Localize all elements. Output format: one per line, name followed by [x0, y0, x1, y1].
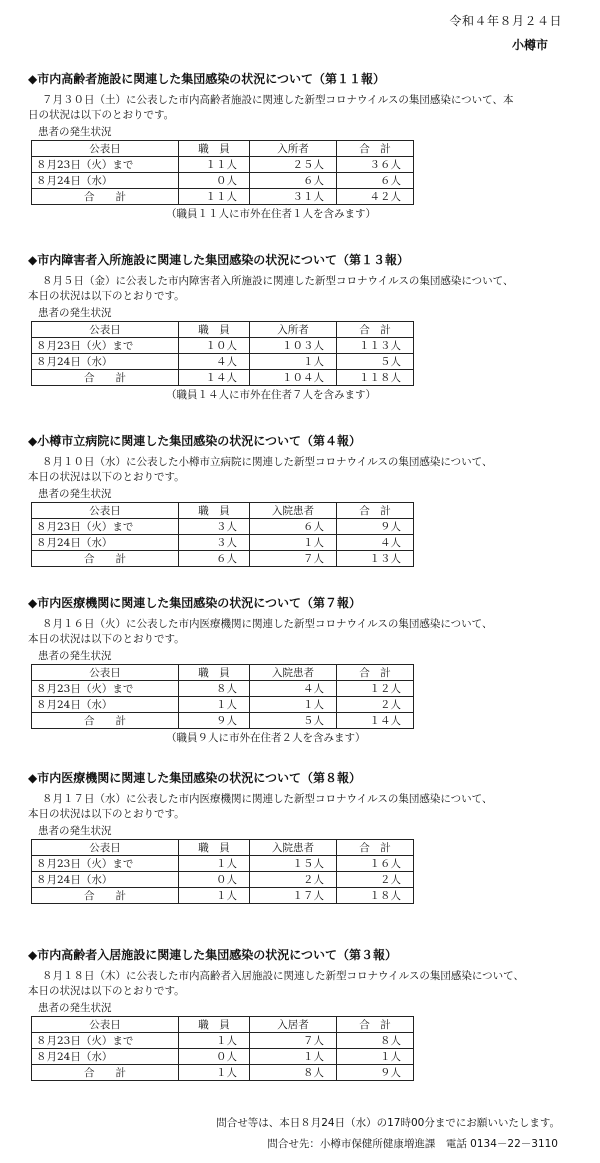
report-section — [28, 70, 588, 221]
table-header: 公表日 — [32, 322, 179, 338]
table-header: 公表日 — [32, 840, 179, 856]
section-title: ◆市内医療機関に関連した集団感染の状況について（第７報） — [28, 596, 361, 610]
table-cell: ４人 — [179, 354, 250, 370]
table-header-row — [32, 665, 414, 681]
table-cell: １人 — [179, 856, 250, 872]
table-cell: １０４人 — [250, 370, 337, 386]
table-header: 公表日 — [32, 1017, 179, 1033]
table-cell: ８月24日（水） — [32, 697, 179, 713]
section-subtitle: 患者の発生状況 — [38, 650, 112, 662]
table-cell: ７人 — [250, 551, 337, 567]
table-cell: １人 — [250, 1049, 337, 1065]
table-cell: ０人 — [179, 872, 250, 888]
table-total-row — [32, 551, 414, 567]
table-note: （職員１１人に市外在住者１人を含みます） — [166, 208, 376, 220]
table-row — [32, 519, 414, 535]
section-text: ８月１０日（水）に公表した小樽市立病院に関連した新型コロナウイルスの集団感染について、 本日の状況は以下のとおりです。 — [28, 456, 493, 483]
table-row — [32, 697, 414, 713]
section-text: ８月１７日（水）に公表した市内医療機関に関連した新型コロナウイルスの集団感染について、 本日の状況は以下のとおりです。 — [28, 793, 493, 820]
table-header: 公表日 — [32, 141, 179, 157]
section-subtitle: 患者の発生状況 — [38, 488, 112, 500]
table-cell: 合 計 — [32, 1065, 179, 1081]
table-cell: １３人 — [337, 551, 414, 567]
document-date: 令和４年８月２４日 — [449, 14, 562, 28]
table-header: 合 計 — [337, 840, 414, 856]
table-cell: ８人 — [337, 1033, 414, 1049]
table-cell: ２人 — [250, 872, 337, 888]
table-cell: ８月24日（水） — [32, 173, 179, 189]
table-row — [32, 338, 414, 354]
cases-table — [31, 140, 414, 205]
table-cell: ２５人 — [250, 157, 337, 173]
section-title: ◆市内医療機関に関連した集団感染の状況について（第８報） — [28, 771, 361, 785]
section-subtitle: 患者の発生状況 — [38, 825, 112, 837]
table-total-row — [32, 888, 414, 904]
table-cell: １人 — [250, 697, 337, 713]
table-header: 合 計 — [337, 322, 414, 338]
table-cell: ８月23日（火）まで — [32, 1033, 179, 1049]
table-cell: ７人 — [250, 1033, 337, 1049]
table-cell: ８月23日（火）まで — [32, 856, 179, 872]
table-cell: １２人 — [337, 681, 414, 697]
table-row — [32, 1049, 414, 1065]
table-cell: 合 計 — [32, 189, 179, 205]
table-cell: ９人 — [179, 713, 250, 729]
table-header: 合 計 — [337, 665, 414, 681]
table-cell: ５人 — [337, 354, 414, 370]
table-header: 公表日 — [32, 665, 179, 681]
table-cell: ４２人 — [337, 189, 414, 205]
cases-table — [31, 839, 414, 904]
table-header-row — [32, 503, 414, 519]
table-cell: １７人 — [250, 888, 337, 904]
section-title: ◆市内障害者入所施設に関連した集団感染の状況について（第１３報） — [28, 253, 409, 267]
table-cell: ２人 — [337, 697, 414, 713]
table-note: （職員１４人に市外在住者７人を含みます） — [166, 389, 376, 401]
table-total-row — [32, 370, 414, 386]
section-subtitle: 患者の発生状況 — [38, 1002, 112, 1014]
table-cell: １人 — [250, 354, 337, 370]
table-cell: １０人 — [179, 338, 250, 354]
table-cell: １人 — [250, 535, 337, 551]
table-cell: ３人 — [179, 519, 250, 535]
cases-table — [31, 502, 414, 567]
table-cell: ０人 — [179, 1049, 250, 1065]
table-cell: ３１人 — [250, 189, 337, 205]
report-section — [28, 946, 588, 1081]
table-note: （職員９人に市外在住者２人を含みます） — [166, 732, 366, 744]
section-text: ８月１６日（火）に公表した市内医療機関に関連した新型コロナウイルスの集団感染について、 本日の状況は以下のとおりです。 — [28, 618, 493, 645]
table-cell: １０３人 — [250, 338, 337, 354]
table-header-row — [32, 1017, 414, 1033]
table-cell: １人 — [337, 1049, 414, 1065]
cases-table — [31, 1016, 414, 1081]
section-text: ８月１８日（木）に公表した市内高齢者入居施設に関連した新型コロナウイルスの集団感染について、 本日の状況は以下のとおりです。 — [28, 970, 524, 997]
table-cell: ８月23日（火）まで — [32, 681, 179, 697]
table-header-row — [32, 141, 414, 157]
table-header-row — [32, 840, 414, 856]
section-title: ◆市内高齢者施設に関連した集団感染の状況について（第１１報） — [28, 72, 385, 86]
table-cell: ８月24日（水） — [32, 1049, 179, 1065]
table-cell: 合 計 — [32, 713, 179, 729]
table-cell: ６人 — [250, 519, 337, 535]
table-cell: ６人 — [337, 173, 414, 189]
table-cell: １１人 — [179, 157, 250, 173]
table-row — [32, 173, 414, 189]
table-header: 合 計 — [337, 503, 414, 519]
table-cell: 合 計 — [32, 888, 179, 904]
section-title: ◆市内高齢者入居施設に関連した集団感染の状況について（第３報） — [28, 948, 397, 962]
table-cell: １４人 — [337, 713, 414, 729]
table-header: 職 員 — [179, 840, 250, 856]
table-total-row — [32, 1065, 414, 1081]
table-cell: ９人 — [337, 519, 414, 535]
cases-table — [31, 664, 414, 729]
table-total-row — [32, 713, 414, 729]
report-section — [28, 769, 588, 904]
table-cell: ８月24日（水） — [32, 354, 179, 370]
table-cell: ４人 — [250, 681, 337, 697]
inquiry-deadline: 問合せ等は、本日８月24日（水）の17時00分までにお願いいたします。 — [216, 1117, 560, 1129]
table-row — [32, 856, 414, 872]
table-cell: ０人 — [179, 173, 250, 189]
report-section — [28, 594, 588, 745]
table-cell: ３人 — [179, 535, 250, 551]
table-cell: １人 — [179, 888, 250, 904]
table-header: 入居者 — [250, 1017, 337, 1033]
table-cell: ５人 — [250, 713, 337, 729]
report-section — [28, 432, 588, 567]
table-cell: ３６人 — [337, 157, 414, 173]
table-cell: ８月23日（火）まで — [32, 338, 179, 354]
table-row — [32, 354, 414, 370]
table-cell: 合 計 — [32, 551, 179, 567]
table-header: 公表日 — [32, 503, 179, 519]
table-header: 職 員 — [179, 503, 250, 519]
table-cell: ８人 — [250, 1065, 337, 1081]
table-cell: ４人 — [337, 535, 414, 551]
table-cell: ８月24日（水） — [32, 872, 179, 888]
table-cell: １人 — [179, 1065, 250, 1081]
table-header: 入所者 — [250, 141, 337, 157]
table-cell: １１３人 — [337, 338, 414, 354]
table-cell: ８月24日（水） — [32, 535, 179, 551]
section-subtitle: 患者の発生状況 — [38, 126, 112, 138]
section-title: ◆小樽市立病院に関連した集団感染の状況について（第４報） — [28, 434, 361, 448]
table-header: 職 員 — [179, 1017, 250, 1033]
table-cell: ８月23日（火）まで — [32, 519, 179, 535]
table-header-row — [32, 322, 414, 338]
cases-table — [31, 321, 414, 386]
table-header: 職 員 — [179, 665, 250, 681]
table-cell: １１８人 — [337, 370, 414, 386]
table-row — [32, 535, 414, 551]
table-header: 入所者 — [250, 322, 337, 338]
table-cell: ９人 — [337, 1065, 414, 1081]
table-cell: １人 — [179, 1033, 250, 1049]
table-header: 職 員 — [179, 322, 250, 338]
table-cell: ８月23日（火）まで — [32, 157, 179, 173]
table-header: 入院患者 — [250, 840, 337, 856]
report-section — [28, 251, 588, 402]
table-total-row — [32, 189, 414, 205]
table-cell: １４人 — [179, 370, 250, 386]
table-row — [32, 681, 414, 697]
table-cell: ６人 — [250, 173, 337, 189]
table-cell: ６人 — [179, 551, 250, 567]
section-text: ８月５日（金）に公表した市内障害者入所施設に関連した新型コロナウイルスの集団感染について、 本日の状況は以下のとおりです。 — [28, 275, 514, 302]
table-row — [32, 1033, 414, 1049]
table-row — [32, 872, 414, 888]
section-text: ７月３０日（土）に公表した市内高齢者施設に関連した新型コロナウイルスの集団感染について、本 日の状況は以下のとおりです。 — [28, 94, 514, 121]
table-cell: ８人 — [179, 681, 250, 697]
table-cell: １１人 — [179, 189, 250, 205]
table-header: 入院患者 — [250, 665, 337, 681]
table-header: 入院患者 — [250, 503, 337, 519]
issuing-organization: 小樽市 — [511, 38, 548, 52]
section-subtitle: 患者の発生状況 — [38, 307, 112, 319]
contact-info: 問合せ先：小樽市保健所健康増進課 電話 0134－22－3110 — [267, 1138, 558, 1150]
table-cell: １人 — [179, 697, 250, 713]
table-header: 職 員 — [179, 141, 250, 157]
table-cell: １５人 — [250, 856, 337, 872]
table-cell: １８人 — [337, 888, 414, 904]
table-cell: ２人 — [337, 872, 414, 888]
table-header: 合 計 — [337, 1017, 414, 1033]
table-header: 合 計 — [337, 141, 414, 157]
table-cell: １６人 — [337, 856, 414, 872]
table-cell: 合 計 — [32, 370, 179, 386]
table-row — [32, 157, 414, 173]
